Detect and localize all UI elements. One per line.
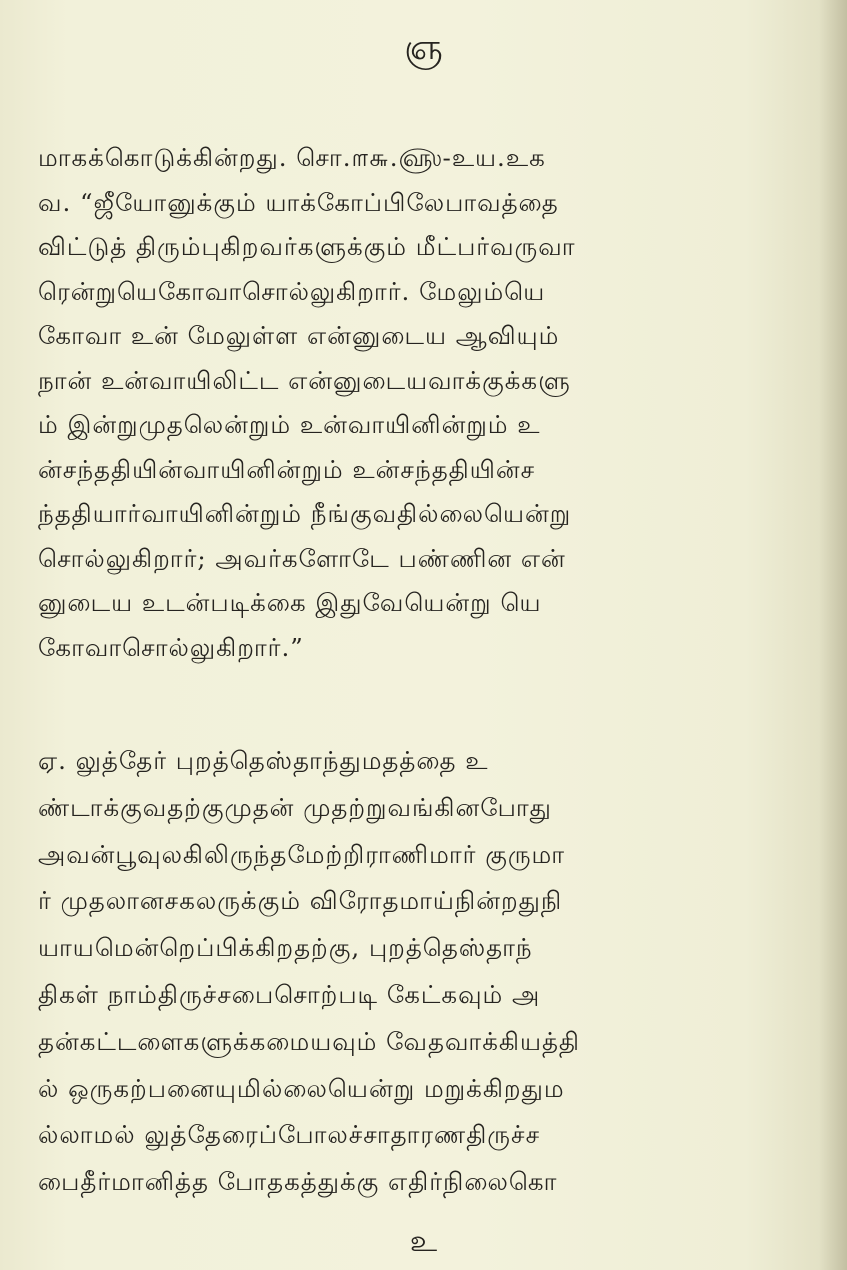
- text-line: ஏ. லுத்தேர் புறத்தெஸ்தாந்துமதத்தை உ: [38, 746, 489, 775]
- text-line: ல்லாமல் லுத்தேரைப்போலச்சாதாரணதிருச்ச: [38, 1120, 541, 1150]
- text-line: ம் இன்றுமுதலென்றும் உன்வாயினின்றும் உ: [38, 410, 541, 439]
- text-line: கோவாசொல்லுகிறார்.”: [38, 632, 304, 662]
- text-line: ல் ஒருகற்பனையுமில்லையென்று மறுக்கிறதும: [38, 1073, 565, 1103]
- text-line: பைதீர்மானித்த போதகத்துக்கு எதிர்நிலைகொ: [38, 1167, 558, 1197]
- text-line: வ. “ஜீயோனுக்கும் யாக்கோப்பிலேபாவத்தை: [38, 187, 559, 217]
- text-line: யாயமென்றெப்பிக்கிறதற்கு, புறத்தெஸ்தாந்: [38, 933, 533, 963]
- text-line: தன்கட்டளைகளுக்கமையவும் வேதவாக்கியத்தி: [38, 1026, 580, 1056]
- text-line: நான் உன்வாயிலிட்ட என்னுடையவாக்குக்களு: [38, 365, 571, 395]
- text-line: ண்டாக்குவதற்குமுதன் முதற்றுவங்கினபோது: [38, 792, 552, 822]
- binding-shadow: [819, 0, 847, 1270]
- text-line: அவன்பூவுலகிலிருந்தமேற்றிராணிமார் குருமா: [38, 839, 566, 869]
- paragraph-2: [38, 738, 810, 1206]
- page-header-mark: ஞ: [404, 27, 443, 68]
- text-line: ரென்றுயெகோவாசொல்லுகிறார். மேலும்யெ: [38, 276, 546, 306]
- text-line: மாகக்கொடுக்கின்றது. சொ.௱௬.௵-உய.உக: [38, 143, 546, 172]
- text-line: சொல்லுகிறார்; அவர்களோடே பண்ணின என்: [38, 543, 566, 573]
- text-line: கோவா உன் மேலுள்ள என்னுடைய ஆவியும்: [38, 321, 560, 350]
- text-line: விட்டுத் திரும்புகிறவர்களுக்கும் மீட்பர்வருவா: [38, 232, 576, 261]
- text-line: ந்ததியார்வாயினின்றும் நீங்குவதில்லையென்று: [38, 499, 572, 528]
- text-line: திகள் நாம்திருச்சபைசொற்படி கேட்கவும் அ: [38, 979, 541, 1009]
- paragraph-1: [38, 136, 810, 670]
- text-line: ன்சந்ததியின்வாயினின்றும் உன்சந்ததியின்ச: [38, 454, 536, 484]
- text-line: ர் முதலானசகலருக்கும் விரோதமாய்நின்றதுநி: [38, 886, 563, 916]
- page-footer-mark: உ: [409, 1224, 438, 1259]
- text-line: னுடைய உடன்படிக்கை இதுவேயென்று யெ: [38, 588, 542, 617]
